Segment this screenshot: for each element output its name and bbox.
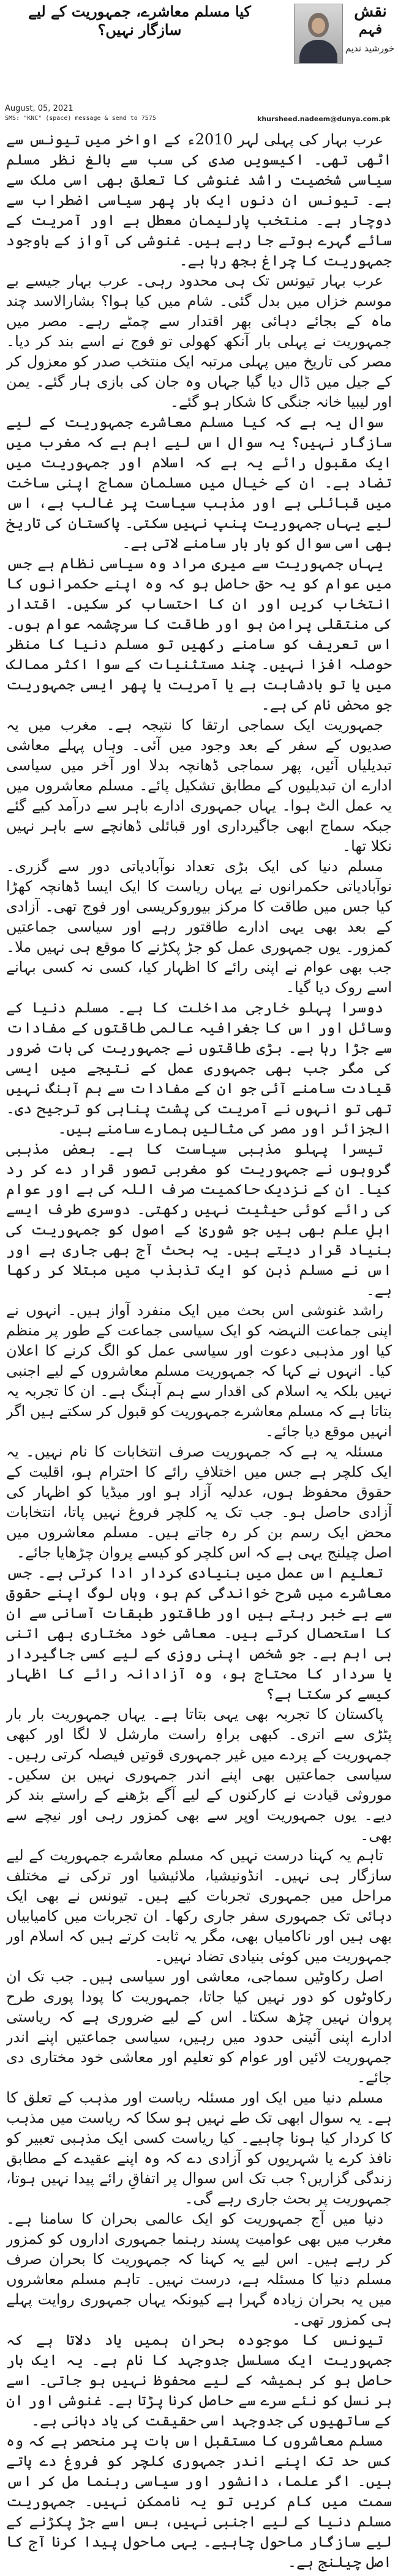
article-paragraph: تیسرا پہلو مذہبی سیاست کا ہے۔ بعض مذہبی گروہوں نے جمہوریت کو مغربی تصور قرار دے کر رد کیا۔ ان کے نزدیک حاکمیت صرف اللہ کی ہے اور عوام کی رائے کوئی حیثیت نہیں رکھتی۔ دوسری طرف ایسے اہلِ علم بھی ہیں جو شوریٰ کے اصول کو جمہوریت کی بنیاد قرار دیتے ہیں۔ یہ بحث آج بھی جاری ہے اور اس نے مسلم ذہن کو ایک تذبذب میں مبتلا کر رکھا ہے۔ [6, 1140, 392, 1299]
article-paragraph: مسلم دنیا میں ایک اور مسئلہ ریاست اور مذہب کے تعلق کا ہے۔ یہ سوال ابھی تک طے نہیں ہو سکا کہ ریاست میں مذہب کا کردار کیا ہونا چاہیے۔ کیا ریاست کسی ایک مذہبی تعبیر کو نافذ کرے یا شہریوں کو آزادی دے کہ وہ اپنے عقیدے کے مطابق زندگی گزاریں؟ جب تک اس سوال پر اتفاقِ رائے پیدا نہیں ہوتا، جمہوریت پر بحث جاری رہے گی۔ [6, 2089, 392, 2207]
article-paragraph: اصل رکاوٹیں سماجی، معاشی اور سیاسی ہیں۔ جب تک ان رکاوٹوں کو دور نہیں کیا جاتا، جمہوریت کا پودا پوری طرح پروان نہیں چڑھ سکتا۔ اس کے لیے ضروری ہے کہ ریاستی ادارے اپنی آئینی حدود میں رہیں، سیاسی جماعتیں اپنے اندر جمہوریت لائیں اور عوام کو تعلیم اور معاشی خود مختاری دی جائے۔ [6, 1968, 392, 2086]
author-email: khursheed.nadeem@dunya.com.pk [257, 115, 391, 123]
publish-date: August, 05, 2021 [5, 104, 73, 113]
article-paragraph: مسلم دنیا کی ایک بڑی تعداد نوآبادیاتی دور سے گزری۔ نوآبادیاتی حکمرانوں نے یہاں ریاست کا ایک ایسا ڈھانچہ کھڑا کیا جس میں طاقت کا مرکز بیوروکریسی اور فوج تھی۔ آزادی کے بعد بھی یہی ادارے طاقتور رہے اور سیاسی جماعتیں کمزور۔ یوں جمہوری عمل کو جڑ پکڑنے کا موقع ہی نہیں ملا۔ جب بھی عوام نے اپنی رائے کا اظہار کیا، کسی نہ کسی بہانے اسے روک دیا گیا۔ [6, 858, 392, 996]
column-name-line2: فہم [358, 21, 383, 37]
article-paragraph: دوسرا پہلو خارجی مداخلت کا ہے۔ مسلم دنیا کے وسائل اور اس کا جغرافیہ عالمی طاقتوں کے مفادات سے جڑا رہا ہے۔ بڑی طاقتوں نے جمہوریت کی بات ضرور کی مگر جب بھی جمہوری عمل کے نتیجے میں ایسی قیادت سامنے آئی جو ان کے مفادات سے ہم آہنگ نہیں تھی تو انہوں نے آمریت کی پشت پناہی کو ترجیح دی۔ الجزائر اور مصر کی مثالیں ہمارے سامنے ہیں۔ [6, 999, 392, 1137]
article-paragraph: پاکستان کا تجربہ بھی یہی بتاتا ہے۔ یہاں جمہوریت بار بار پٹڑی سے اتری۔ کبھی براہِ راست مارشل لا لگا اور کبھی جمہوریت کے پردے میں غیر جمہوری قوتیں فیصلہ کرتی رہیں۔ سیاسی جماعتیں بھی اپنے اندر جمہوری نہیں بن سکیں۔ موروثی قیادت نے کارکنوں کے لیے آگے بڑھنے کے راستے بند کر دیے۔ یوں جمہوریت اوپر سے بھی کمزور رہی اور نیچے سے بھی۔ [6, 1706, 392, 1844]
column-header [0, 0, 398, 130]
headline: کیا مسلم معاشرے، جمہوریت کے لیے سازگار نہیں؟ [28, 2, 251, 39]
article-body [6, 130, 392, 2574]
article-paragraph: عرب بہار تیونس تک ہی محدود رہی۔ عرب بہار جیسے بے موسم خزاں میں بدل گئی۔ شام میں کیا ہوا؟ بشارالاسد چند ماہ کے بجائے دہائی بھر اقتدار سے چمٹے رہے۔ مصر میں جمہوریت نے پہلی بار آنکھ کھولی تو فوج نے اسے بند کر دیا۔ مصر کی تاریخ میں پہلی مرتبہ ایک منتخب صدر کو معزول کر کے جیل میں ڈال دیا گیا جہاں وہ جان کی بازی ہار گئے۔ یمن اور لیبیا خانہ جنگی کا شکار ہو گئے۔ [6, 272, 392, 410]
article-paragraph: سوال یہ ہے کہ کیا مسلم معاشرے جمہوریت کے لیے سازگار نہیں؟ یہ سوال اس لیے اہم ہے کہ مغرب میں ایک مقبول رائے یہ ہے کہ اسلام اور جمہوریت میں تضاد ہے۔ ان کے خیال میں مسلمان سماج اپنی ساخت میں قبائلی ہے اور مذہب سیاست پر غالب ہے، اس لیے یہاں جمہوریت پنپ نہیں سکتی۔ پاکستان کی تاریخ بھی اسی سوال کو بار بار سامنے لاتی ہے۔ [6, 414, 392, 552]
article-paragraph: مسلم معاشروں کا مستقبل اس بات پر منحصر ہے کہ وہ کس حد تک اپنے اندر جمہوری کلچر کو فروغ دے پاتے ہیں۔ اگر علما، دانشور اور سیاسی رہنما مل کر اس سمت میں کام کریں تو یہ ناممکن نہیں۔ جمہوریت مسلم دنیا کے لیے اجنبی نہیں، بس اسے جڑ پکڑنے کے لیے سازگار ماحول چاہیے۔ یہی ماحول پیدا کرنا آج کا اصل چیلنج ہے۔ [6, 2432, 392, 2570]
article-paragraph: عرب بہار کی پہلی لہر 2010ء کے اواخر میں تیونس سے اٹھی تھی۔ اکیسویں صدی کی سب سے بالغ نظر مسلم سیاسی شخصیت راشد غنوشی کا تعلق بھی اسی ملک سے ہے۔ تیونس ان دنوں ایک بار پھر سیاسی اضطراب سے دوچار ہے۔ منتخب پارلیمان معطل ہے اور آمریت کے سائے گہرے ہوتے جا رہے ہیں۔ غنوشی کی آواز کے باوجود جمہوریت کا چراغ بجھ رہا ہے۔ [6, 131, 392, 269]
article-paragraph: مسئلہ یہ ہے کہ جمہوریت صرف انتخابات کا نام نہیں۔ یہ ایک کلچر ہے جس میں اختلافِ رائے کا احترام ہو، اقلیت کے حقوق محفوظ ہوں، عدلیہ آزاد ہو اور میڈیا کو اظہار کی آزادی حاصل ہو۔ جب تک یہ کلچر فروغ نہیں پاتا، انتخابات محض ایک رسم بن کر رہ جاتے ہیں۔ مسلم معاشروں میں اصل چیلنج یہی ہے کہ اس کلچر کو کیسے پروان چڑھایا جائے۔ [6, 1443, 392, 1561]
article-paragraph: تعلیم اس عمل میں بنیادی کردار ادا کرتی ہے۔ جس معاشرے میں شرح خواندگی کم ہو، وہاں لوگ اپنے حقوق سے بے خبر رہتے ہیں اور طاقتور طبقات آسانی سے ان کا استحصال کرتے ہیں۔ معاشی خود مختاری بھی اتنی ہی اہم ہے۔ جو شخص اپنی روزی کے لیے کسی جاگیردار یا سردار کا محتاج ہو، وہ آزادانہ رائے کا اظہار کیسے کر سکتا ہے؟ [6, 1564, 392, 1702]
article-paragraph: یہاں جمہوریت سے میری مراد وہ سیاسی نظام ہے جس میں عوام کو یہ حق حاصل ہو کہ وہ اپنے حکمرانوں کا انتخاب کریں اور ان کا احتساب کر سکیں۔ اقتدار کی منتقلی پرامن ہو اور طاقت کا سرچشمہ عوام ہوں۔ اس تعریف کو سامنے رکھیں تو مسلم دنیا کا منظر حوصلہ افزا نہیں۔ چند مستثنیات کے سوا اکثر ممالک میں یا تو بادشاہت ہے یا آمریت یا پھر ایسی جمہوریت جو محض نام کی ہے۔ [6, 555, 392, 713]
column-name-line1: نقش [354, 2, 387, 21]
article-paragraph: راشد غنوشی اس بحث میں ایک منفرد آواز ہیں۔ انہوں نے اپنی جماعت النہضہ کو ایک سیاسی جماعت کے طور پر منظم کیا اور مذہبی دعوت اور سیاسی عمل کو الگ کرنے کا اعلان کیا۔ انہوں نے کہا کہ جمہوریت مسلم معاشروں کے لیے اجنبی نہیں بلکہ یہ اسلام کی اقدار سے ہم آہنگ ہے۔ ان کا تجربہ یہ بتاتا ہے کہ مسلم معاشرے جمہوریت کو قبول کر سکتے ہیں اگر انہیں موقع دیا جائے۔ [6, 1302, 392, 1440]
article-paragraph: تاہم یہ کہنا درست نہیں کہ مسلم معاشرے جمہوریت کے لیے سازگار ہی نہیں۔ انڈونیشیا، ملائیشیا اور ترکی نے مختلف مراحل میں جمہوری تجربات کیے ہیں۔ تیونس نے بھی ایک دہائی تک جمہوری سفر جاری رکھا۔ ان تجربات میں کامیابیاں بھی ہیں اور ناکامیاں بھی، مگر یہ ثابت کرتے ہیں کہ اسلام اور جمہوریت میں کوئی بنیادی تضاد نہیں۔ [6, 1847, 392, 1965]
column-logo [346, 2, 395, 40]
article-paragraph: جمہوریت ایک سماجی ارتقا کا نتیجہ ہے۔ مغرب میں یہ صدیوں کے سفر کے بعد وجود میں آئی۔ وہاں پہلے معاشی تبدیلیاں آئیں، پھر سماجی ڈھانچہ بدلا اور آخر میں سیاسی ادارے ان تبدیلیوں کے مطابق تشکیل پائے۔ مسلم معاشروں میں یہ عمل الٹ ہوا۔ یہاں جمہوری ادارے باہر سے درآمد کیے گئے جبکہ سماج ابھی جاگیرداری اور قبائلی ڈھانچے سے باہر نہیں نکلا تھا۔ [6, 716, 392, 855]
author-photo [294, 4, 343, 64]
article-paragraph: دنیا میں آج جمہوریت کو ایک عالمی بحران کا سامنا ہے۔ مغرب میں بھی عوامیت پسند رہنما جمہوری اداروں کو کمزور کر رہے ہیں۔ اس لیے یہ کہنا کہ جمہوریت کا بحران صرف مسلم دنیا کا مسئلہ ہے، درست نہیں۔ تاہم مسلم معاشروں میں یہ بحران زیادہ گہرا ہے کیونکہ یہاں جمہوری روایت پہلے ہی کمزور تھی۔ [6, 2210, 392, 2328]
author-name: خورشید ندیم [345, 43, 395, 54]
sms-info: SMS: "KNC" (space) message & send to 7575 [5, 115, 156, 122]
article-paragraph: تیونس کا موجودہ بحران ہمیں یاد دلاتا ہے کہ جمہوریت ایک مسلسل جدوجہد کا نام ہے۔ یہ ایک بار حاصل ہو کر ہمیشہ کے لیے محفوظ نہیں ہو جاتی۔ اسے ہر نسل کو نئے سرے سے حاصل کرنا پڑتا ہے۔ غنوشی اور ان کے ساتھیوں کی جدوجہد اسی حقیقت کی یاد دہانی ہے۔ [6, 2331, 392, 2429]
